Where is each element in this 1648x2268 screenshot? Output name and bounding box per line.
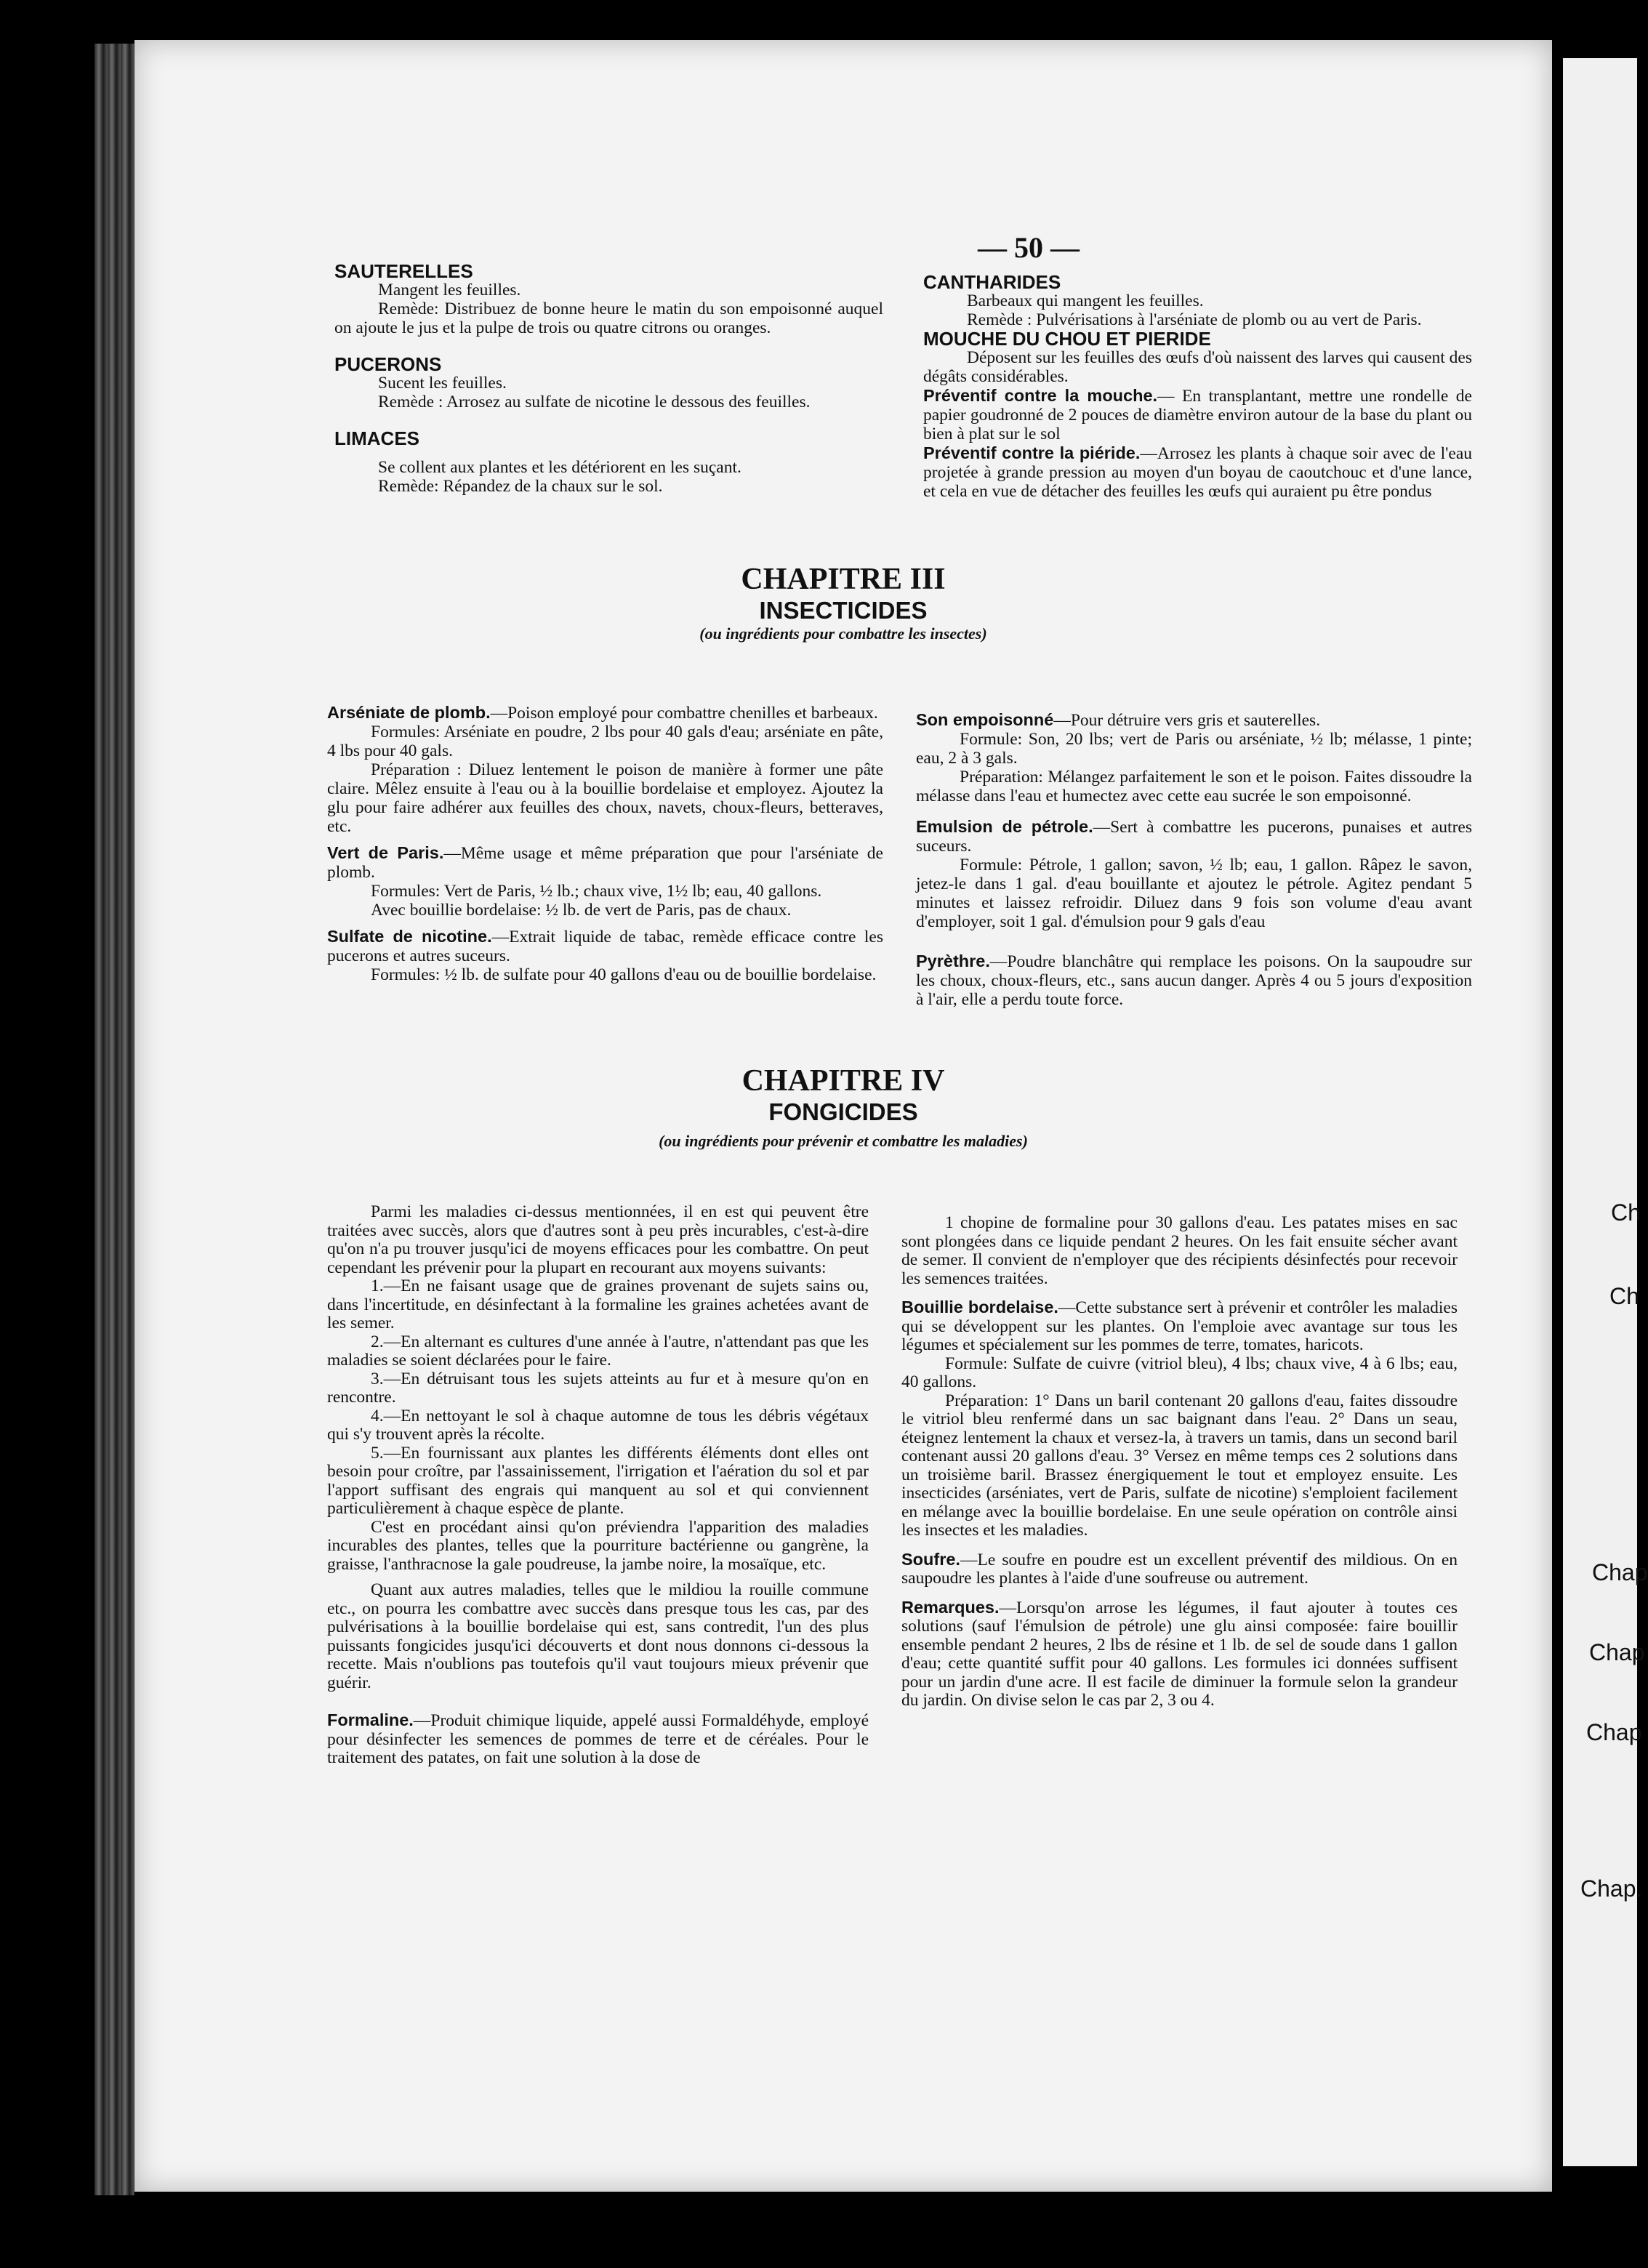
sauterelles-line-1: Mangent les feuilles.	[378, 281, 521, 299]
facing-page-text: Chap.	[1580, 1875, 1643, 1902]
fongicides-para-3: Quant aux autres maladies, telles que le mildiou la rouille commune etc., on pourra les combattre avec succès dans presque tous les cas, par des pulvérisations à la bouillie bordelaise qui est, sans contredit, l'un des plus puissants fongicides jusqu'ici découverts et dont nous donnons ci-dessous la recette. Mais n'oublions pas toutefois qu'il vaut toujours mieux prévenir que guérir.	[327, 1580, 869, 1692]
preventif-pieride-text: —Arrosez les plants à chaque soir avec de l'eau projetée à grande pression au moyen d'un boyau de caoutchouc et d'une lance, et cela en vue de détacher des feuilles les œufs qui auraient pu être pondus	[923, 444, 1472, 501]
cantharides-line-1: Barbeaux qui mangent les feuilles.	[967, 291, 1204, 310]
vert-bouillie: Avec bouillie bordelaise: ½ lb. de vert de Paris, pas de chaux.	[371, 901, 792, 920]
facing-page-text: Ch	[1611, 1199, 1641, 1226]
soufre-text: —Le soufre en poudre est un excellent préventif des mildious. On en saupoudre les plantes à l'aide d'une soufreuse ou autrement.	[901, 1550, 1458, 1588]
page-number: — 50 —	[978, 231, 1080, 264]
right-top-column	[923, 273, 1472, 501]
bouillie-text: —Cette substance sert à prévenir et contrôler les maladies qui se développent sur les plantes. On l'emploie avec avantage sur tous les légumes et spécialement sur les pommes de terre, tomates, haricots.	[901, 1298, 1458, 1354]
limaces-remede: Remède: Répandez de la chaux sur le sol.	[378, 477, 663, 496]
heading-cantharides: CANTHARIDES	[923, 271, 1061, 293]
document-page	[134, 40, 1552, 2192]
term-arseniate: Arséniate de plomb.	[327, 703, 491, 722]
term-pyrethre: Pyrèthre.	[916, 952, 990, 970]
term-bouillie-bordelaise: Bouillie bordelaise.	[901, 1298, 1058, 1316]
arseniate-text: —Poison employé pour combattre chenilles et barbeaux.	[490, 704, 878, 723]
vert-formules: Formules: Vert de Paris, ½ lb.; chaux vive, 1½ lb; eau, 40 gallons.	[371, 882, 822, 901]
chapitre-3-header	[134, 562, 1552, 643]
sulfate-text: —Extrait liquide de tabac, remède efficace contre les pucerons et autres suceurs.	[327, 928, 883, 965]
term-vert-de-paris: Vert de Paris.	[327, 843, 444, 862]
term-preventif-mouche: Préventif contre la mouche.	[923, 386, 1158, 405]
pucerons-remede: Remède : Arrosez au sulfate de nicotine le dessous des feuilles.	[378, 393, 811, 411]
fongicides-para-2: C'est en procédant ainsi qu'on préviendra l'apparition des maladies incurables des plantes, telles que la pourriture bactérienne ou gangrène, la graisse, l'anthracnose la gale poudreuse, la jambe noire, la mosaïque, etc.	[327, 1517, 869, 1574]
chapitre-4-subtitle: FONGICIDES	[768, 1098, 918, 1125]
arseniate-formules: Formules: Arséniate en poudre, 2 lbs pour 40 gals d'eau; arséniate en pâte, 4 lbs pour 40 gals.	[327, 723, 883, 760]
term-remarques: Remarques.	[901, 1597, 1000, 1617]
facing-page-text: Chap	[1589, 1639, 1645, 1665]
fongicides-item-5: 5.—En fournissant aux plantes les différents éléments dont elles ont besoin pour croître, par l'assainissement, l'irrigation et l'aération du sol et par l'apport suffisant des engrais qui manquent au sol et qui conviennent particulièrement à chaque espèce de plante.	[327, 1443, 869, 1518]
chapitre-3-subtitle: INSECTICIDES	[759, 597, 928, 624]
emulsion-text: —Sert à combattre les pucerons, punaises et autres suceurs.	[916, 818, 1472, 856]
emulsion-formule: Formule: Pétrole, 1 gallon; savon, ½ lb; eau, 1 gallon. Râpez le savon, jetez-le dans 1 gal. d'eau bouillante et ajoutez le pétrole. Agitez pendant 5 minutes et laissez refroidir. Diluez dans 9 fois son volume d'eau avant d'employer, soit 1 gal. d'émulsion pour 9 gals d'eau	[916, 856, 1472, 931]
chapitre-4-title: CHAPITRE IV	[741, 1064, 945, 1098]
fongicides-item-2: 2.—En alternant es cultures d'une année à l'autre, n'attendant pas que les maladies se soient déclarées pour le faire.	[327, 1332, 869, 1370]
book-spine	[95, 44, 134, 2195]
chapitre-4-header	[134, 1063, 1552, 1151]
vert-text: —Même usage et même préparation que pour l'arséniate de plomb.	[327, 844, 883, 882]
son-preparation: Préparation: Mélangez parfaitement le son et le poison. Faites dissoudre la mélasse dans l'eau et humectez avec cette eau sucrée le son empoisonné.	[916, 768, 1472, 805]
heading-mouche-pieride: MOUCHE DU CHOU ET PIERIDE	[923, 328, 1211, 350]
bouillie-formule: Formule: Sulfate de cuivre (vitriol bleu), 4 lbs; chaux vive, 4 à 6 lbs; eau, 40 gallons.	[901, 1354, 1458, 1391]
fongicides-right-column	[901, 1214, 1458, 1710]
remarques-text: —Lorsqu'on arrose les légumes, il faut ajouter à toutes ces solutions (sauf l'émulsion de pétrole) une glu ainsi composée: faire bouillir ensemble pendant 2 heures, 2 lbs de résine et 1 lb. de sel de soude dans 1 gallon d'eau; cette quantité suffit pour 40 gallons. Les formules ici données suffisent pour un jardin d'une acre. Il est facile de diminuer la formule selon la grandeur du jardin. On divise selon le cas par 2, 3 ou 4.	[901, 1598, 1458, 1710]
formaline-text: —Produit chimique liquide, appelé aussi Formaldéhyde, employé pour désinfecter les semences de pommes de terre et de céréales. Pour le traitement des patates, on fait une solution à la dose de	[327, 1711, 869, 1767]
heading-limaces: LIMACES	[334, 427, 419, 449]
chapitre-3-title: CHAPITRE III	[741, 563, 946, 596]
insecticides-right-column	[916, 710, 1472, 1009]
chapitre-4-note: (ou ingrédients pour prévenir et combattre les maladies)	[659, 1132, 1028, 1150]
term-formaline: Formaline.	[327, 1710, 414, 1729]
term-soufre: Soufre.	[901, 1549, 960, 1569]
term-preventif-pieride: Préventif contre la piéride.	[923, 443, 1141, 462]
facing-page-edge	[1563, 58, 1648, 2166]
fongicides-item-3: 3.—En détruisant tous les sujets atteints au fur et à mesure qu'on en rencontre.	[327, 1369, 869, 1407]
bouillie-preparation: Préparation: 1° Dans un baril contenant 20 gallons d'eau, faites dissoudre le vitriol bleu renfermé dans un sac baignant dans l'eau. 2° Dans un seau, éteignez lentement la chaux et versez-la, à travers un tamis, dans un second baril contenant aussi 20 gallons d'eau. 3° Versez en même temps ces 2 solutions dans un troisième baril. Brassez énergiquement le tout et employez ensuite. Les insecticides (arséniates, vert de Paris, sulfate de nicotine) s'emploient facilement en mélange avec la bouillie bordelaise. En une seule opération on contrôle ainsi les insectes et les maladies.	[901, 1391, 1458, 1540]
mouche-line-1: Déposent sur les feuilles des œufs d'où naissent des larves qui causent des dégâts considérables.	[923, 348, 1472, 386]
heading-sauterelles: SAUTERELLES	[334, 260, 473, 282]
fongicides-item-1: 1.—En ne faisant usage que de graines provenant de sujets sains ou, dans l'incertitude, en désinfectant à la formaline les graines achetées avant de les semer.	[327, 1276, 869, 1332]
heading-pucerons: PUCERONS	[334, 353, 442, 375]
limaces-line-1: Se collent aux plantes et les détériorent en les suçant.	[378, 458, 741, 477]
pucerons-line-1: Sucent les feuilles.	[378, 374, 507, 393]
formaline-continuation: 1 chopine de formaline pour 30 gallons d'eau. Les patates mises en sac sont plongées dans ce liquide pendant 2 heures. On les fait ensuite sécher avant de semer. Il convient de n'employer que des récipients désinfectés pour recevoir les semences traitées.	[901, 1213, 1458, 1288]
facing-page-text: Chap	[1586, 1719, 1642, 1745]
term-son-empoisonne: Son empoisonné	[916, 710, 1054, 729]
left-top-column	[334, 262, 883, 496]
insecticides-left-column	[327, 703, 883, 984]
facing-page-text: Chap	[1592, 1559, 1648, 1585]
sauterelles-remede: Remède: Distribuez de bonne heure le matin du son empoisonné auquel on ajoute le jus et la pulpe de trois ou quatre citrons ou oranges.	[334, 299, 883, 337]
fongicides-intro: Parmi les maladies ci-dessus mentionnées, il en est qui peuvent être traitées avec succès, alors que d'autres sont à peu près incurables, c'est-à-dire qu'on n'a pu trouver jusqu'ici de moyens efficaces pour les combattre. On peut cependant les prévenir pour la plupart en recourant aux moyens suivants:	[327, 1202, 869, 1277]
pyrethre-text: —Poudre blanchâtre qui remplace les poisons. On la saupoudre sur les choux, choux-fleurs, etc., sans aucun danger. Après 4 ou 5 jours d'exposition à l'air, elle a perdu toute force.	[916, 952, 1472, 1009]
cantharides-remede: Remède : Pulvérisations à l'arséniate de plomb ou au vert de Paris.	[967, 310, 1422, 329]
sulfate-formules: Formules: ½ lb. de sulfate pour 40 gallons d'eau ou de bouillie bordelaise.	[371, 965, 877, 984]
son-text: —Pour détruire vers gris et sauterelles.	[1053, 711, 1321, 730]
facing-page-text: Ch	[1609, 1283, 1639, 1309]
son-formule: Formule: Son, 20 lbs; vert de Paris ou arséniate, ½ lb; mélasse, 1 pinte; eau, 2 à 3 gals.	[916, 730, 1472, 768]
preventif-mouche-text: — En transplantant, mettre une rondelle de papier goudronné de 2 pouces de diamètre environ autour de la base du plant ou bien à plat sur le sol	[923, 387, 1472, 443]
fongicides-item-4: 4.—En nettoyant le sol à chaque automne de tous les débris végétaux qui s'y trouvent après la récolte.	[327, 1406, 869, 1444]
term-sulfate-nicotine: Sulfate de nicotine.	[327, 927, 492, 946]
fongicides-left-column	[327, 1203, 869, 1768]
term-emulsion-petrole: Emulsion de pétrole.	[916, 817, 1093, 836]
arseniate-preparation: Préparation : Diluez lentement le poison de manière à former une pâte claire. Mêlez ensuite à l'eau ou à la bouillie bordelaise et employez. Ajoutez la glu pour faire adhérer aux feuilles des choux, navets, choux-fleurs, betteraves, etc.	[327, 760, 883, 836]
chapitre-3-note: (ou ingrédients pour combattre les insectes)	[699, 624, 987, 643]
